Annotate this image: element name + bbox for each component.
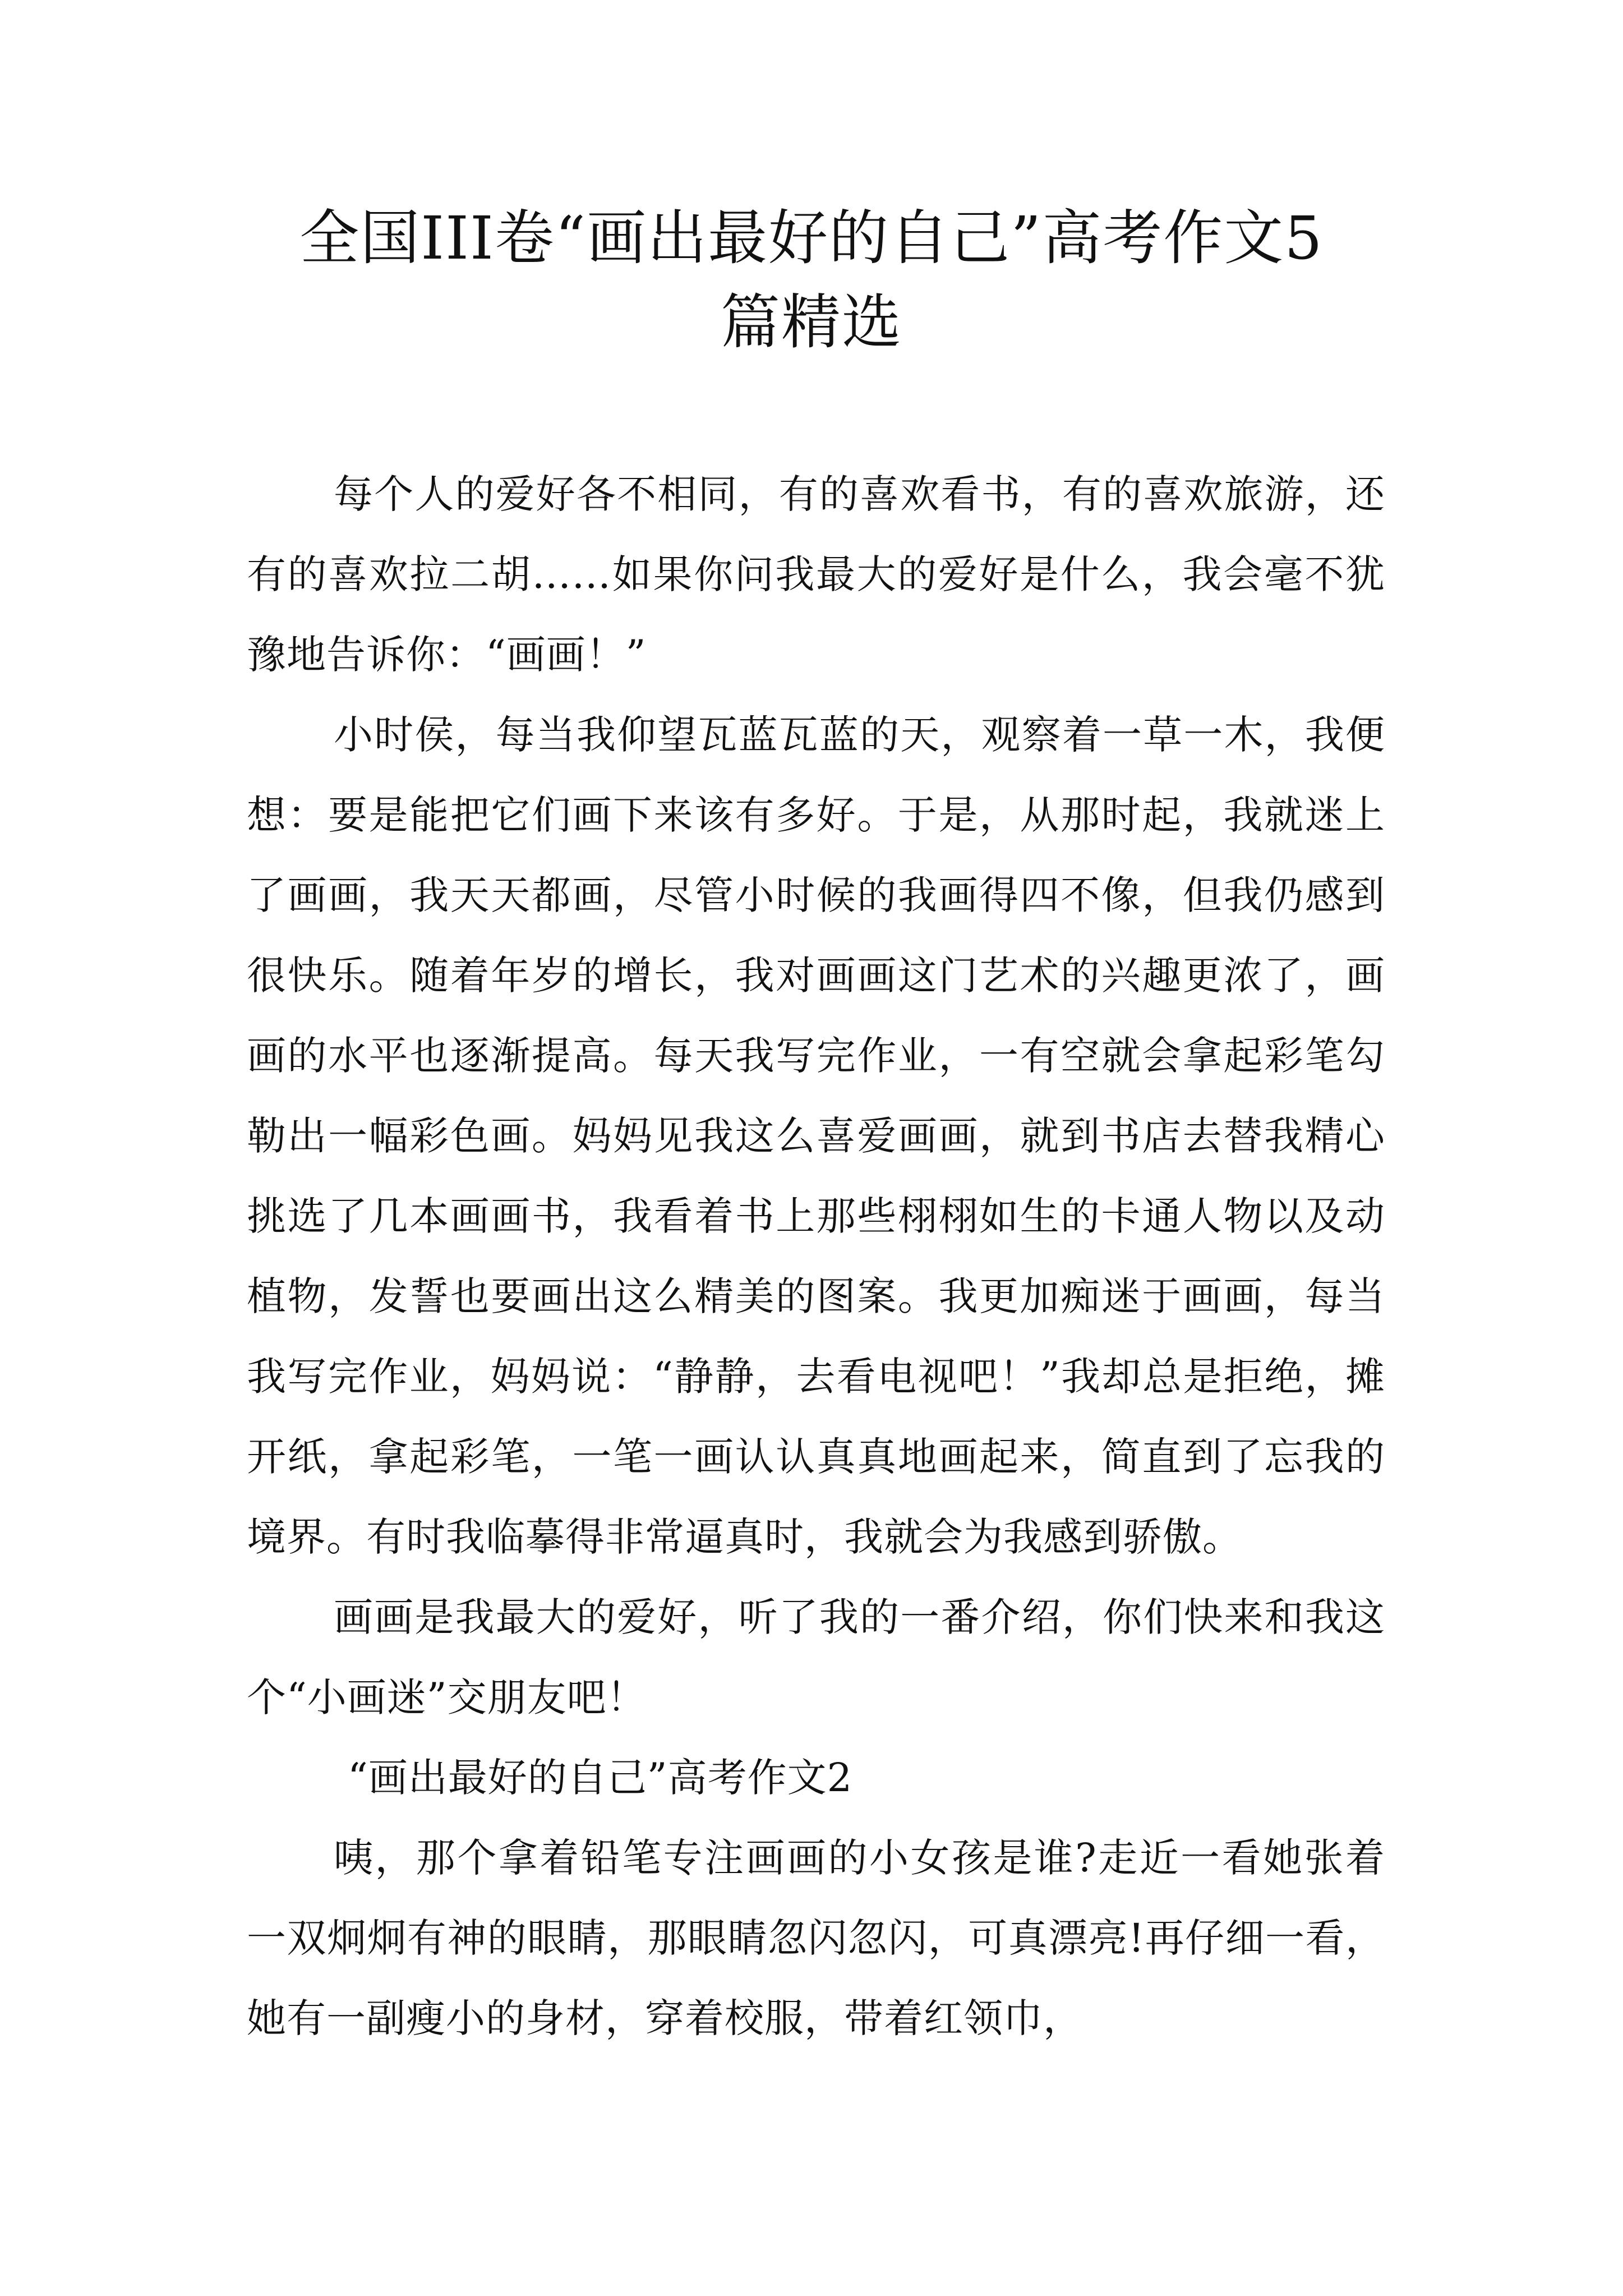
title-line-2: 篇精选: [721, 288, 902, 357]
title-line-1: 全国III卷“画出最好的自己”高考作文5: [299, 204, 1324, 273]
essay-subheading: “画出最好的自己”高考作文2: [348, 1755, 853, 1801]
document-body: [247, 454, 1385, 2059]
paragraph-3: 画画是我最大的爱好，听了我的一番介绍，你们快来和我这个“小画迷”交朋友吧！: [247, 1594, 1385, 1720]
paragraph-1: 每个人的爱好各不相同，有的喜欢看书，有的喜欢旅游，还有的喜欢拉二胡……如果你问我最大的爱好是什么，我会毫不犹豫地告诉你：“画画！”: [247, 471, 1385, 678]
paragraph-2: 小时侯，每当我仰望瓦蓝瓦蓝的天，观察着一草一木，我便想：要是能把它们画下来该有多好。于是，从那时起，我就迷上了画画，我天天都画，尽管小时候的我画得四不像，但我仍感到很快乐。随着年岁的增长，我对画画这门艺术的兴趣更浓了，画画的水平也逐渐提高。每天我写完作业，一有空就会拿起彩笔勾勒出一幅彩色画。妈妈见我这么喜爱画画，就到书店去替我精心挑选了几本画画书，我看着书上那些栩栩如生的卡通人物以及动植物，发誓也要画出这么精美的图案。我更加痴迷于画画，每当我写完作业，妈妈说：“静静，去看电视吧！”我却总是拒绝，摊开纸，拿起彩笔，一笔一画认认真真地画起来，简直到了忘我的境界。有时我临摹得非常逼真时，我就会为我感到骄傲。: [247, 712, 1385, 1560]
document-title: [236, 196, 1387, 365]
paragraph-4: 咦，那个拿着铅笔专注画画的小女孩是谁?走近一看她张着一双炯炯有神的眼睛，那眼睛忽闪忽闪，可真漂亮!再仔细一看，她有一副瘦小的身材，穿着校服，带着红领巾，: [247, 1835, 1385, 2041]
